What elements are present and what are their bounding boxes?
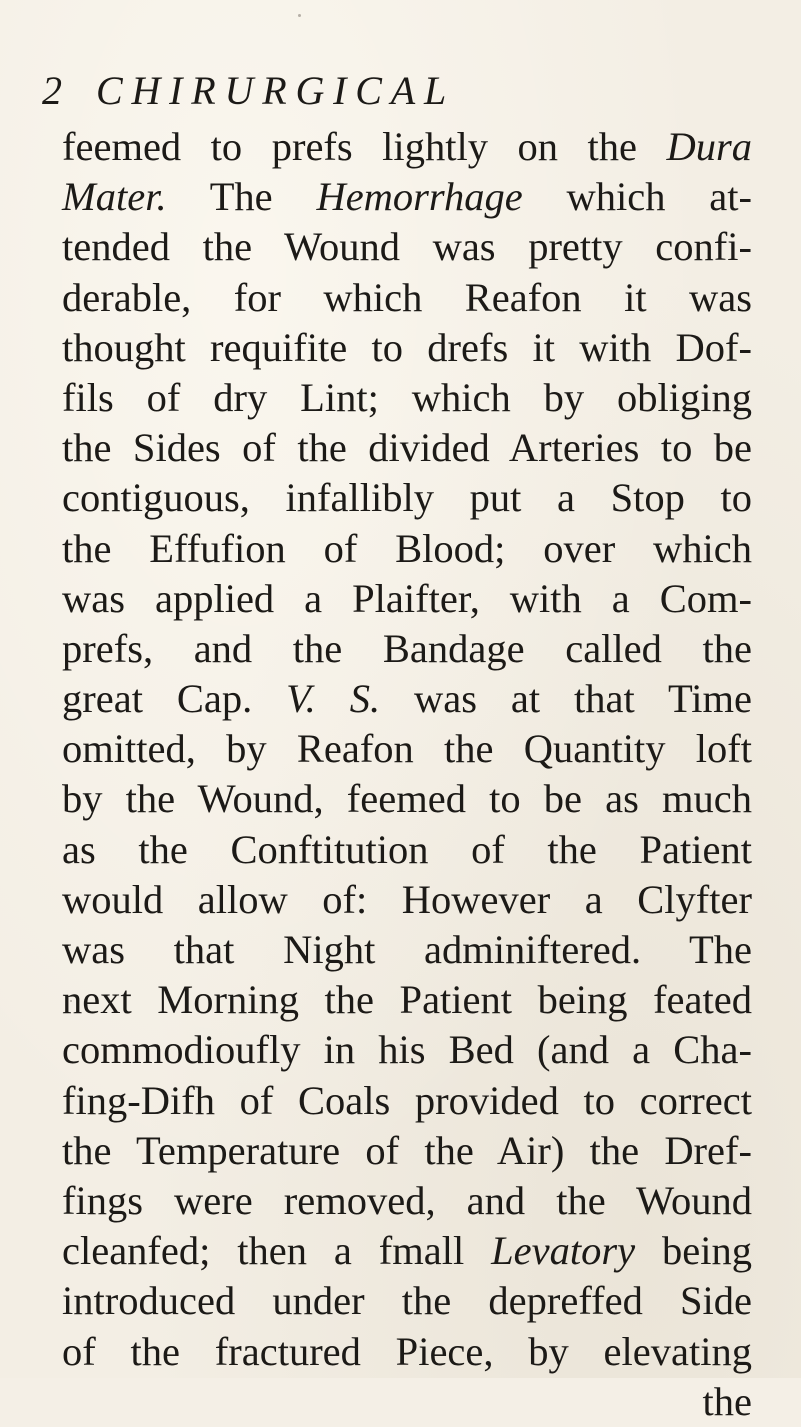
text-run: would allow of: However a Clyfter: [62, 876, 752, 922]
text-line: [62, 273, 752, 323]
page-number: 2: [42, 68, 62, 113]
text-run: being: [635, 1228, 752, 1274]
running-title: CHIRURGICAL: [96, 68, 456, 113]
text-line: [62, 1327, 752, 1377]
text-run: was at that Time: [380, 676, 752, 722]
italic-run: Dura: [666, 124, 752, 169]
text-run: the Effufion of Blood; over which: [62, 525, 752, 571]
text-run: by the Wound, feemed to be as much: [62, 776, 752, 822]
text-run: which at-: [522, 174, 752, 220]
text-line: [62, 774, 752, 824]
text-run: fings were removed, and the Wound: [62, 1177, 752, 1223]
text-line: [62, 825, 752, 875]
text-line: [62, 875, 752, 925]
text-line: [62, 122, 752, 172]
text-run: prefs, and the Bandage called the: [62, 625, 752, 671]
text-run: cleanfed; then a fmall: [62, 1228, 492, 1274]
text-run: contiguous, infallibly put a Stop to: [62, 475, 752, 521]
text-line: [62, 574, 752, 624]
text-run: derable, for which Reafon it was: [62, 274, 752, 320]
text-run: fils of dry Lint; which by obliging: [62, 374, 752, 420]
text-run: commodioufly in his Bed (and a Cha-: [62, 1027, 752, 1073]
text-line: [62, 323, 752, 373]
text-line: [62, 724, 752, 774]
text-run: The: [166, 174, 317, 220]
text-run: omitted, by Reafon the Quantity loft: [62, 726, 752, 772]
text-line: [62, 1076, 752, 1126]
italic-run: V. S.: [286, 676, 381, 722]
text-run: fing-Difh of Coals provided to correct: [62, 1077, 752, 1123]
text-run: feemed to prefs lightly on the: [62, 124, 667, 169]
text-line: [62, 1176, 752, 1226]
text-run: next Morning the Patient being feated: [62, 977, 752, 1023]
text-line: [62, 674, 752, 724]
text-run: of the fractured Piece, by elevating: [62, 1328, 752, 1374]
text-line: [62, 1226, 752, 1276]
text-line: [62, 1276, 752, 1326]
italic-run: Levatory: [491, 1228, 636, 1274]
text-run: as the Conftitution of the Patient: [62, 826, 752, 872]
text-line: [62, 423, 752, 473]
text-line: [62, 222, 752, 272]
paper-speck: [70, 1000, 72, 1002]
text-run: introduced under the depreffed Side: [62, 1278, 752, 1324]
paper-speck: [298, 14, 301, 17]
text-run: the Sides of the divided Arteries to be: [62, 425, 752, 471]
italic-run: Hemorrhage: [316, 174, 523, 220]
text-run: the: [702, 1378, 752, 1424]
text-run: was applied a Plaifter, with a Com-: [62, 575, 752, 621]
text-run: great Cap.: [62, 676, 287, 722]
text-line: [62, 524, 752, 574]
text-line: [62, 1377, 752, 1427]
page-header: [42, 66, 762, 116]
text-run: was that Night adminiftered. The: [62, 927, 752, 972]
text-run: thought requifite to drefs it with Dof-: [62, 324, 752, 370]
body-text: [62, 122, 752, 1427]
text-line: [62, 172, 752, 222]
paper-speck: [745, 1210, 747, 1212]
text-line: [62, 473, 752, 523]
text-line: [62, 624, 752, 674]
text-line: [62, 1126, 752, 1176]
text-run: tended the Wound was pretty confi-: [62, 224, 752, 270]
text-line: [62, 1025, 752, 1075]
text-line: [62, 925, 752, 975]
text-run: the Temperature of the Air) the Dref-: [62, 1127, 752, 1173]
text-line: [62, 975, 752, 1025]
italic-run: Mater.: [62, 174, 167, 220]
text-line: [62, 373, 752, 423]
